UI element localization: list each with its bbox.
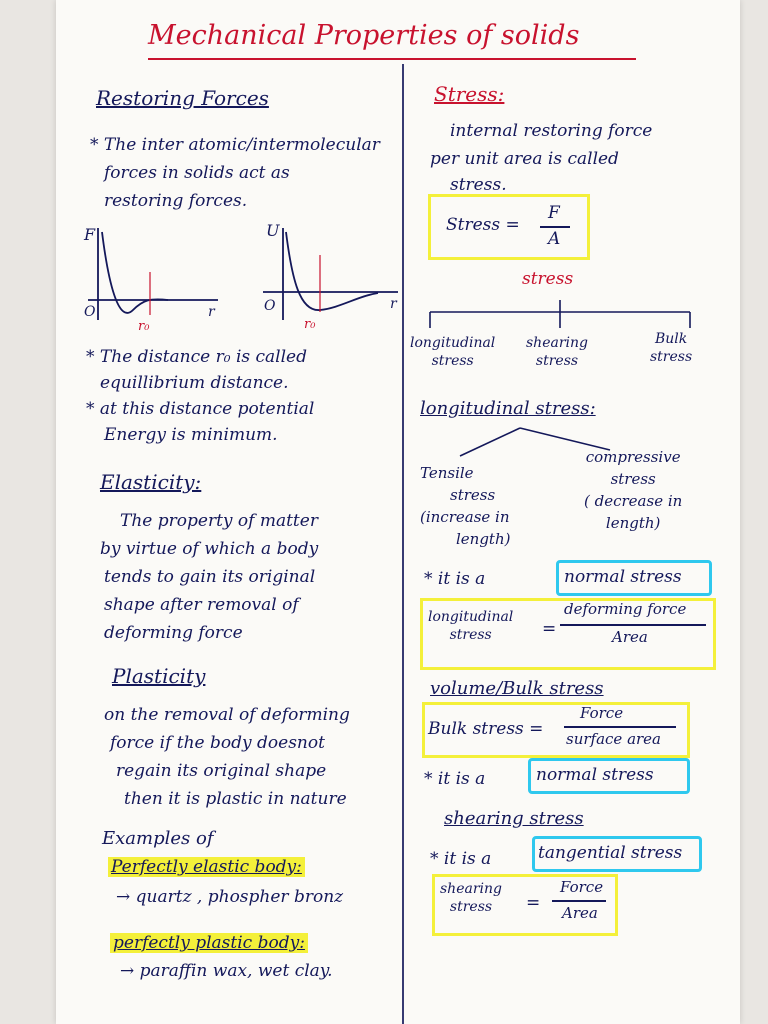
compressive-l2: stress	[610, 470, 656, 488]
shearing-heading: shearing stress	[444, 808, 584, 829]
restoring-line-1: * The inter atomic/intermolecular	[90, 135, 380, 155]
elasticity-line-3: tends to gain its original	[104, 567, 316, 587]
plastic-body-highlight: perfectly plastic body:	[110, 933, 308, 953]
tree-child-shearing-l1: shearing	[526, 335, 588, 351]
tree-child-bulk	[650, 330, 692, 366]
bulk-normal-prefix: * it is a	[424, 769, 486, 789]
longitudinal-formula-lhs	[428, 608, 513, 644]
plasticity-line-4: then it is plastic in nature	[124, 789, 347, 809]
longitudinal-fraction-bar	[560, 624, 706, 626]
elastic-body-label	[108, 854, 305, 880]
shearing-tangent-text: tangential stress	[538, 843, 683, 863]
stress-def-line-3: stress.	[450, 175, 507, 195]
bulk-formula-den: surface area	[566, 730, 662, 748]
plasticity-line-1: on the removal of deforming	[104, 705, 350, 725]
longitudinal-heading: longitudinal stress:	[420, 398, 596, 419]
u-r0-label: r₀	[304, 317, 316, 332]
compressive-l1: compressive	[585, 448, 681, 466]
distance-line-4: Energy is minimum.	[104, 425, 278, 445]
shearing-formula-num: Force	[560, 878, 604, 896]
longitudinal-normal-prefix: * it is a	[424, 569, 486, 589]
plastic-body-examples: → paraffin wax, wet clay.	[120, 961, 333, 981]
tree-child-shearing-l2: stress	[535, 353, 579, 369]
elastic-body-examples: → quartz , phospher bronz	[116, 887, 344, 907]
title-underline	[148, 58, 636, 60]
plasticity-line-3: regain its original shape	[116, 761, 327, 781]
stress-def-line-2: per unit area is called	[430, 149, 619, 169]
bulk-fraction-bar	[564, 726, 676, 728]
tree-child-bulk-l1: Bulk	[654, 331, 688, 347]
stress-heading: Stress:	[434, 82, 505, 106]
force-graph	[88, 228, 218, 320]
u-axis-label: U	[266, 221, 280, 240]
f-origin-label: O	[84, 304, 96, 320]
f-r-axis-label: r	[208, 304, 215, 320]
tensile-block	[420, 462, 510, 550]
bulk-formula-num: Force	[580, 704, 624, 722]
longitudinal-normal-text: normal stress	[564, 567, 682, 587]
force-energy-graphs	[78, 220, 403, 340]
plasticity-line-2: force if the body doesnot	[110, 733, 325, 753]
tree-child-longitudinal-l1: longitudinal	[410, 335, 496, 351]
tree-child-bulk-l2: stress	[650, 349, 693, 365]
elasticity-line-2: by virtue of which a body	[100, 539, 319, 559]
bulk-normal-text: normal stress	[536, 765, 654, 785]
shearing-formula-lhs-l2: stress	[449, 899, 493, 915]
shearing-fraction-bar	[552, 900, 606, 902]
longitudinal-formula-eq: =	[542, 619, 557, 639]
plastic-body-label	[110, 930, 308, 956]
distance-line-1: * The distance r₀ is called	[86, 347, 307, 367]
energy-graph	[263, 228, 398, 320]
tensile-l4: length)	[456, 530, 511, 548]
shearing-formula-lhs-l1: shearing	[440, 881, 502, 897]
u-r-axis-label: r	[390, 296, 397, 312]
longitudinal-formula-lhs-l2: stress	[449, 627, 492, 643]
stress-tree-root: stress	[522, 269, 574, 289]
elasticity-heading: Elasticity:	[100, 470, 202, 494]
shearing-formula-lhs	[440, 880, 502, 916]
longitudinal-formula-num: deforming force	[564, 600, 687, 618]
restoring-line-2: forces in solids act as	[104, 163, 290, 183]
stress-def-line-1: internal restoring force	[450, 121, 653, 141]
tree-child-longitudinal	[410, 334, 495, 370]
tree-child-longitudinal-l2: stress	[431, 353, 474, 369]
longitudinal-formula-lhs-l1: longitudinal	[428, 609, 514, 625]
stress-formula-den: A	[548, 229, 561, 249]
shearing-formula-eq: =	[526, 893, 541, 913]
stress-tree-lines	[420, 290, 710, 330]
elasticity-line-4: shape after removal of	[104, 595, 299, 615]
tensile-l2: stress	[450, 486, 496, 504]
shearing-formula-den: Area	[562, 904, 598, 922]
tree-child-shearing	[526, 334, 588, 370]
compressive-block	[584, 446, 682, 534]
restoring-line-3: restoring forces.	[104, 191, 248, 211]
compressive-l3: ( decrease in	[584, 492, 683, 510]
f-r0-label: r₀	[138, 319, 150, 334]
elasticity-line-5: deforming force	[104, 623, 243, 643]
plasticity-heading: Plasticity	[112, 664, 206, 688]
stress-formula-num: F	[548, 203, 560, 223]
bulk-heading: volume/Bulk stress	[430, 678, 604, 699]
bulk-formula-lhs: Bulk stress =	[428, 719, 544, 739]
shearing-tangent-prefix: * it is a	[430, 849, 492, 869]
compressive-l4: length)	[605, 514, 661, 532]
elasticity-line-1: The property of matter	[120, 511, 318, 531]
stress-formula-lhs: Stress =	[446, 215, 520, 235]
distance-line-2: equillibrium distance.	[100, 373, 289, 393]
page-title: Mechanical Properties of solids	[148, 20, 580, 51]
f-axis-label: F	[84, 225, 96, 244]
examples-heading: Examples of	[102, 828, 214, 849]
tensile-l3: (increase in	[420, 508, 510, 526]
distance-line-3: * at this distance potential	[86, 399, 315, 419]
restoring-forces-heading: Restoring Forces	[96, 86, 269, 110]
tensile-l1: Tensile	[420, 464, 474, 482]
u-origin-label: O	[264, 298, 276, 314]
column-divider	[402, 64, 404, 1024]
longitudinal-formula-den: Area	[612, 628, 648, 646]
elastic-body-highlight: Perfectly elastic body:	[108, 857, 305, 877]
